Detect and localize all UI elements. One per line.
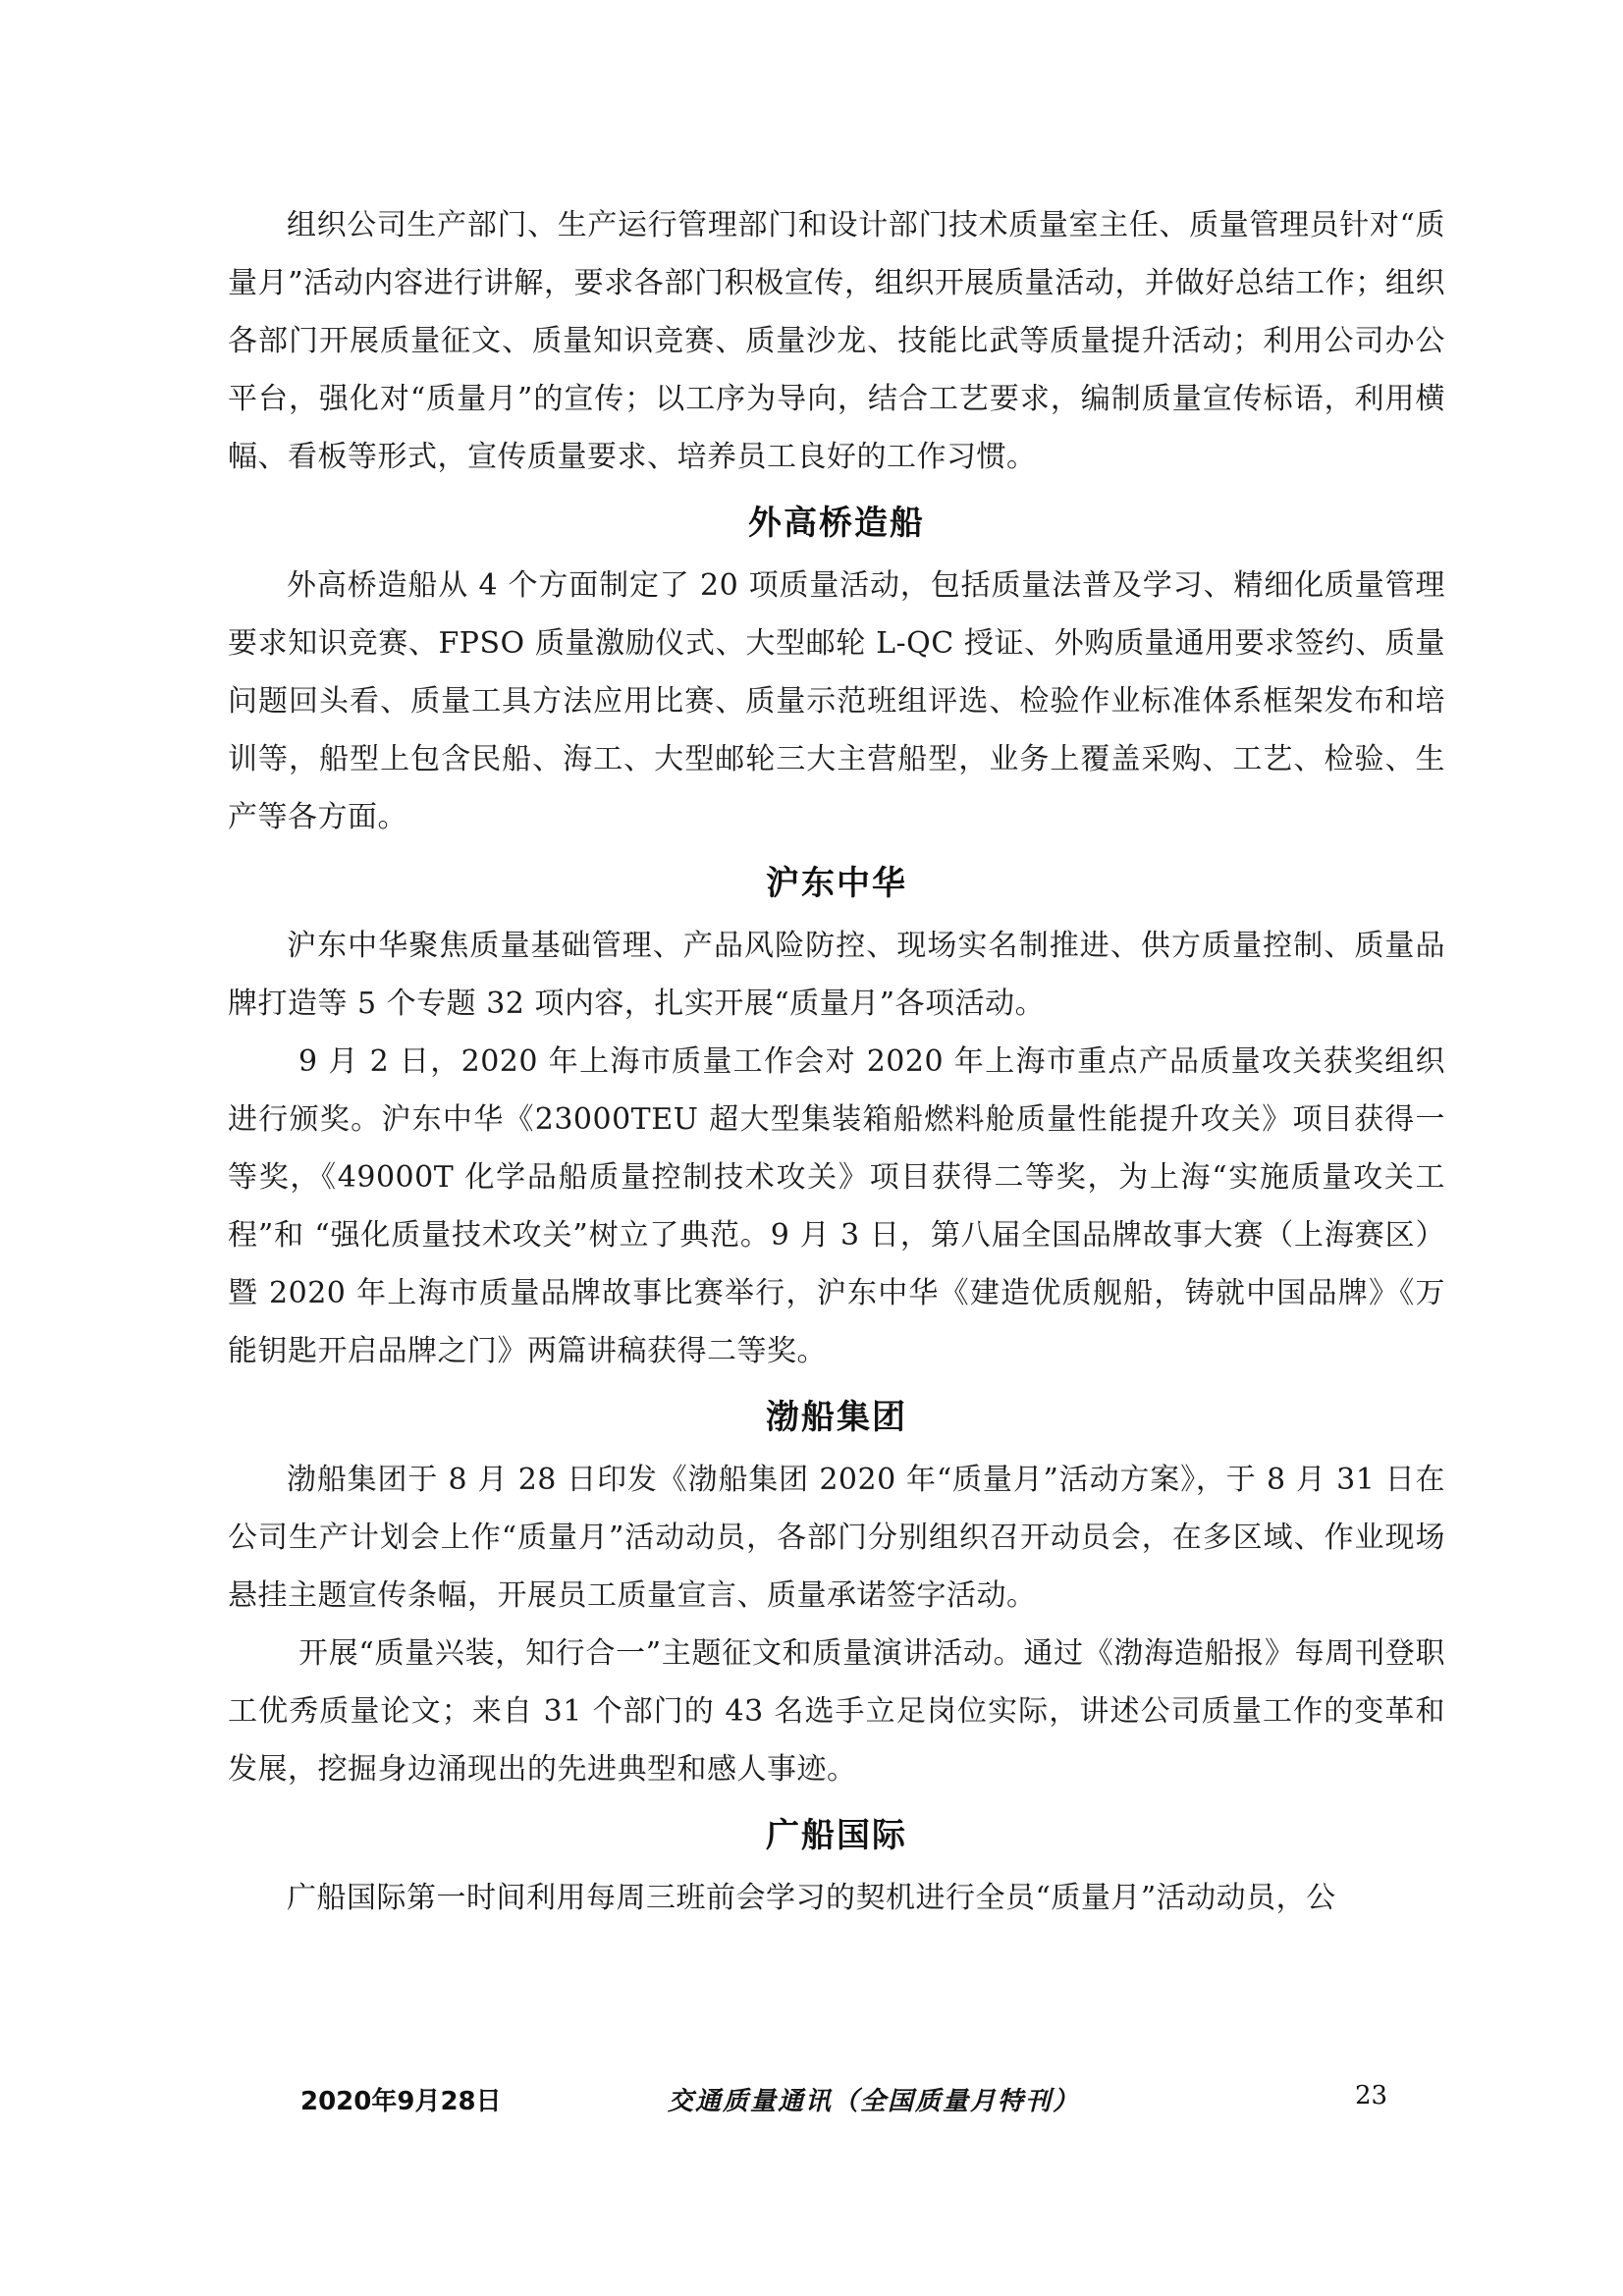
paragraph: 开展“质量兴装，知行合一”主题征文和质量演讲活动。通过《渤海造船报》每周刊登职工优秀质量论文；来自 31 个部门的 43 名选手立足岗位实际，讲述公司质量工作的变革和发展，挖掘身边涌现出的先进典型和感人事迹。 xyxy=(228,1636,1445,1787)
paragraph: 沪东中华聚焦质量基础管理、产品风险防控、现场实名制推进、供方质量控制、质量品牌打造等 5 个专题 32 项内容，扎实开展“质量月”各项活动。 xyxy=(228,929,1445,1021)
article-body xyxy=(228,196,1445,1927)
paragraph: 9 月 2 日，2020 年上海市质量工作会对 2020 年上海市重点产品质量攻关获奖组织进行颁奖。沪东中华《23000TEU 超大型集装箱船燃料舱质量性能提升攻关》项目获得一等奖，《49000T 化学品船质量控制技术攻关》项目获得二等奖，为上海“实施质量攻关工程”和 “强化质量技术攻关”树立了典范。9 月 3 日，第八届全国品牌故事大赛（上海赛区）暨 2020 年上海市质量品牌故事比赛举行，沪东中华《建造优质舰船，铸就中国品牌》《万能钥匙开启品牌之门》两篇讲稿获得二等奖。 xyxy=(228,1044,1445,1368)
page-footer xyxy=(0,2081,1623,2120)
section-heading: 广船国际 xyxy=(766,1816,907,1855)
section-heading: 沪东中华 xyxy=(766,864,907,903)
section-heading: 渤船集团 xyxy=(766,1398,907,1437)
page-number: 23 xyxy=(1355,2081,1388,2110)
paragraph: 广船国际第一时间利用每周三班前会学习的契机进行全员“质量月”活动动员，公 xyxy=(287,1881,1336,1915)
paragraph: 渤船集团于 8 月 28 日印发《渤船集团 2020 年“质量月”活动方案》，于 8 月 31 日在公司生产计划会上作“质量月”活动动员，各部门分别组织召开动员会，在多区域、作业现场悬挂主题宣传条幅，开展员工质量宣言、质量承诺签字活动。 xyxy=(228,1463,1445,1613)
paragraph: 组织公司生产部门、生产运行管理部门和设计部门技术质量室主任、质量管理员针对“质量月”活动内容进行讲解，要求各部门积极宣传，组织开展质量活动，并做好总结工作；组织各部门开展质量征文、质量知识竞赛、质量沙龙、技能比武等质量提升活动；利用公司办公平台，强化对“质量月”的宣传；以工序为导向，结合工艺要求，编制质量宣传标语，利用横幅、看板等形式，宣传质量要求、培养员工良好的工作习惯。 xyxy=(228,208,1445,474)
footer-publication-title: 交通质量通讯（全国质量月特刊） xyxy=(668,2087,1081,2116)
footer-date: 2020年9月28日 xyxy=(300,2087,502,2116)
section-heading: 外高桥造船 xyxy=(748,504,925,543)
paragraph: 外高桥造船从 4 个方面制定了 20 项质量活动，包括质量法普及学习、精细化质量管理要求知识竞赛、FPSO 质量激励仪式、大型邮轮 L-QC 授证、外购质量通用要求签约、质量问题回头看、质量工具方法应用比赛、质量示范班组评选、检验作业标准体系框架发布和培训等，船型上包含民船、海工、大型邮轮三大主营船型，业务上覆盖采购、工艺、检验、生产等各方面。 xyxy=(228,568,1445,834)
